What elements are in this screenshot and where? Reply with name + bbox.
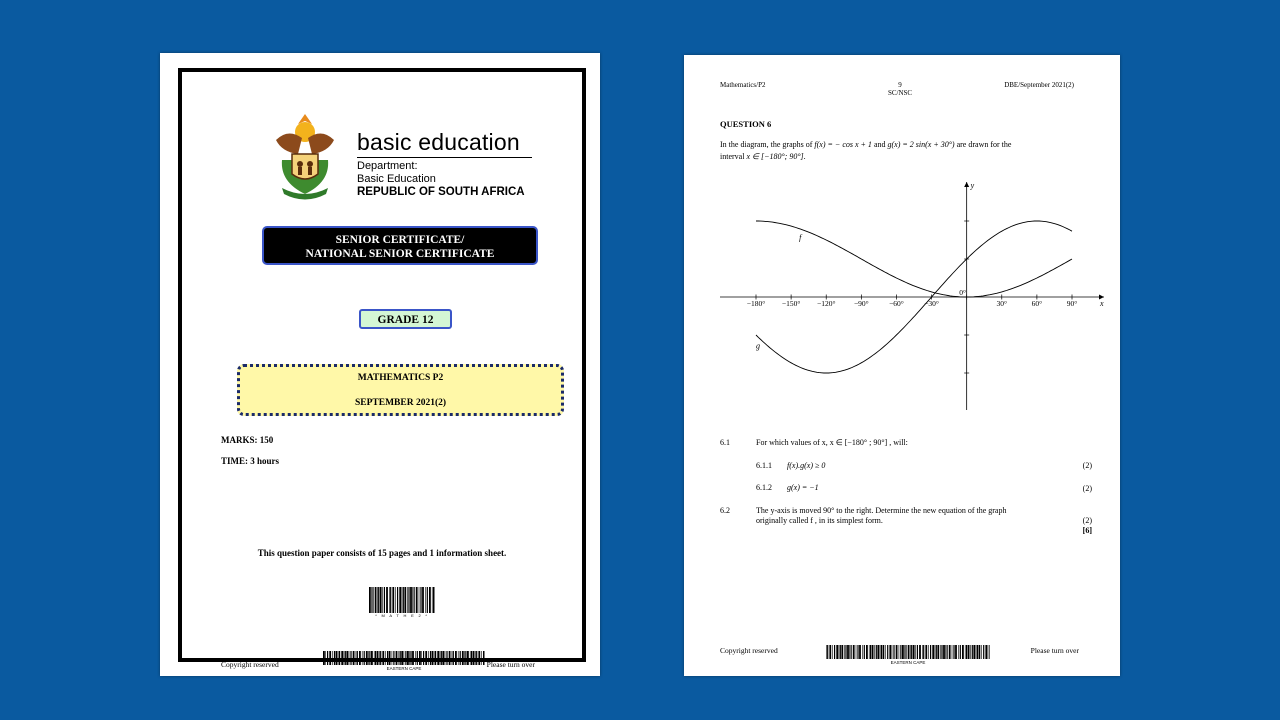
barcode-bar xyxy=(382,651,384,665)
barcode-bar xyxy=(356,651,357,665)
barcode-bar xyxy=(983,645,984,659)
barcode-bar xyxy=(393,651,394,665)
y-axis-arrow-icon xyxy=(964,182,969,187)
barcode-bar xyxy=(883,645,885,659)
barcode-bar xyxy=(404,651,405,665)
barcode-bar xyxy=(435,651,436,665)
barcode-bar xyxy=(836,645,838,659)
barcode-bar xyxy=(893,645,894,659)
barcode-bar xyxy=(422,587,424,613)
barcode-bar xyxy=(408,587,409,613)
barcode-bar xyxy=(419,651,421,665)
q612-text: g(x) = −1 xyxy=(787,483,819,492)
barcode-bar xyxy=(856,645,857,659)
barcode-bar xyxy=(876,645,877,659)
barcode-bar xyxy=(385,651,386,665)
dept-line2: Basic Education xyxy=(357,173,436,185)
subject-title: MATHEMATICS P2 xyxy=(357,373,444,383)
barcode-bar xyxy=(395,587,396,613)
barcode-bar xyxy=(377,651,379,665)
cover-footer-copyright: Copyright reserved xyxy=(221,660,279,669)
barcode-bar xyxy=(380,587,382,613)
x-tick-label: −60° xyxy=(889,299,904,308)
cover-footer-turn-over: Please turn over xyxy=(486,660,535,669)
barcode-bar xyxy=(905,645,906,659)
barcode-bar xyxy=(325,651,326,665)
barcode-bar xyxy=(403,587,404,613)
q61-text: For which values of x, x ∈ [−180° ; 90°] , will: xyxy=(756,438,908,447)
barcode-bar xyxy=(862,645,863,659)
barcode-bar xyxy=(437,651,439,665)
barcode-bar xyxy=(834,645,835,659)
barcode-bar xyxy=(327,651,328,665)
barcode-bar xyxy=(977,645,978,659)
barcode-bar xyxy=(889,645,891,659)
barcode-bar xyxy=(910,645,911,659)
header-page-block xyxy=(880,81,920,97)
barcode-bar xyxy=(881,645,882,659)
barcode-bar xyxy=(417,651,418,665)
barcode-bar xyxy=(985,645,987,659)
q612-number: 6.1.2 xyxy=(756,483,772,492)
time-label: TIME: 3 hours xyxy=(221,456,280,466)
barcode-bar xyxy=(410,587,412,613)
barcode-bar xyxy=(332,651,333,665)
y-axis-label: y xyxy=(970,181,975,190)
barcode-bar xyxy=(323,651,325,665)
barcode-bar xyxy=(357,651,358,665)
barcode-bar xyxy=(979,645,981,659)
barcode-bar xyxy=(928,645,929,659)
barcode-bar xyxy=(845,645,846,659)
barcode-bar xyxy=(441,651,442,665)
q61-number: 6.1 xyxy=(720,438,730,447)
basic-education-brand: basic education xyxy=(357,129,520,155)
barcode-bar xyxy=(369,651,370,665)
barcode-bar xyxy=(483,651,484,665)
barcode-bar xyxy=(958,645,959,659)
barcode-bar xyxy=(827,645,828,659)
barcode-bar xyxy=(864,645,865,659)
barcode-bar xyxy=(902,645,904,659)
intro-text-a: In the diagram, the graphs of xyxy=(720,140,815,149)
barcode-bar xyxy=(465,651,466,665)
series-line-f xyxy=(756,221,1072,297)
barcode-bar xyxy=(481,651,482,665)
barcode-bar xyxy=(917,645,918,659)
x-tick-label: −30° xyxy=(924,299,939,308)
barcode-bar xyxy=(412,587,413,613)
barcode-bar xyxy=(379,651,380,665)
x-tick-label: −180° xyxy=(746,299,766,308)
question-intro xyxy=(720,139,1080,163)
barcode-bar xyxy=(473,651,475,665)
header-level: SC/NSC xyxy=(887,89,913,97)
barcode-bar xyxy=(460,651,461,665)
barcode-bar xyxy=(976,645,977,659)
barcode-bar xyxy=(350,651,351,665)
barcode-bar xyxy=(896,645,898,659)
barcode-bar xyxy=(389,587,390,613)
barcode-bar xyxy=(429,587,431,613)
x-tick-label: −90° xyxy=(853,299,869,308)
barcode-bar xyxy=(329,651,331,665)
barcode-bar xyxy=(369,587,371,613)
barcode-bar xyxy=(399,651,400,665)
cover-border xyxy=(178,68,586,671)
q611-text: f(x).g(x) ≥ 0 xyxy=(787,461,826,470)
inner-barcode-text: EASTERN CAPE xyxy=(890,660,926,665)
barcode-bar xyxy=(462,651,464,665)
footer-barcode-icon xyxy=(323,651,485,665)
barcode-bar xyxy=(374,651,375,665)
cert-line1: SENIOR CERTIFICATE/ xyxy=(335,234,465,246)
barcode-bar xyxy=(839,645,840,659)
barcode-bar xyxy=(851,645,852,659)
barcode-bar xyxy=(345,651,346,665)
cert-line2: NATIONAL SENIOR CERTIFICATE xyxy=(305,248,495,260)
dept-line1: Department: xyxy=(357,160,418,172)
x-axis-label: x xyxy=(1100,299,1104,308)
barcode-bar xyxy=(397,587,398,613)
q62-text xyxy=(756,506,1006,526)
barcode-bar xyxy=(949,645,951,659)
barcode-bar xyxy=(930,645,931,659)
x-tick-label: −120° xyxy=(816,299,836,308)
barcode-bar xyxy=(409,651,410,665)
barcode-bar xyxy=(923,645,924,659)
brand-divider xyxy=(357,157,532,158)
barcode-bar xyxy=(402,587,403,613)
barcode-bar xyxy=(962,645,964,659)
barcode-bar xyxy=(432,651,434,665)
barcode-bar xyxy=(445,651,446,665)
barcode-bar xyxy=(336,651,338,665)
barcode-bar xyxy=(427,587,428,613)
barcode-bar xyxy=(334,651,335,665)
barcode-bar xyxy=(832,645,833,659)
barcode-bar xyxy=(915,645,916,659)
barcode-bar xyxy=(922,645,923,659)
barcode-bar xyxy=(425,651,427,665)
barcode-small-text: * M A T H E 2 * xyxy=(375,613,429,618)
barcode-bar xyxy=(911,645,912,659)
barcode-bar xyxy=(880,645,881,659)
barcode-bar xyxy=(353,651,355,665)
intro-text-b: and xyxy=(871,140,888,149)
q612-mark: (2) xyxy=(1082,484,1092,493)
barcode-bar xyxy=(859,645,861,659)
intro-text-d: interval xyxy=(720,152,747,161)
barcode-bar xyxy=(366,651,368,665)
x-tick-label: 90° xyxy=(1066,299,1078,308)
barcode-bar xyxy=(389,651,391,665)
barcode-bar xyxy=(887,645,888,659)
barcode-bar xyxy=(960,645,961,659)
q62-mark-block xyxy=(1083,516,1092,536)
barcode-bar xyxy=(935,645,936,659)
q62-line1: The y-axis is moved 90° to the right. Determine the new equation of the graph xyxy=(756,506,1007,515)
barcode-bar xyxy=(375,587,377,613)
grade-badge: GRADE 12 xyxy=(359,309,452,329)
barcode-bar xyxy=(972,645,973,659)
barcode-bar xyxy=(414,587,415,613)
barcode-bar xyxy=(387,651,388,665)
barcode-bar xyxy=(339,651,340,665)
q6-total: [6] xyxy=(1082,526,1092,535)
inner-footer-copyright: Copyright reserved xyxy=(720,646,778,655)
intro-text-c: are drawn for the xyxy=(954,140,1012,149)
barcode-bar xyxy=(338,651,339,665)
x-tick-label: 0° xyxy=(959,288,967,297)
barcode-bar xyxy=(425,587,426,613)
barcode-bar xyxy=(900,645,901,659)
barcode-bar xyxy=(857,645,858,659)
barcode-bar xyxy=(399,587,401,613)
x-tick-label: 60° xyxy=(1031,299,1043,308)
marks-label: MARKS: 150 xyxy=(221,435,274,445)
barcode-bar xyxy=(476,651,477,665)
inner-footer-turn-over: Please turn over xyxy=(1030,646,1079,655)
barcode-bar xyxy=(470,651,471,665)
q62-line2: originally called f , in its simplest form. xyxy=(756,516,883,525)
barcode-bar xyxy=(973,645,975,659)
graph-axes xyxy=(720,181,1104,410)
coat-of-arms-icon xyxy=(268,110,342,202)
barcode-bar xyxy=(372,587,373,613)
barcode-bar xyxy=(384,587,385,613)
header-subject: Mathematics/P2 xyxy=(720,81,766,89)
barcode-bar xyxy=(866,645,868,659)
barcode-bar xyxy=(467,651,469,665)
barcode-bar xyxy=(396,651,398,665)
footer-barcode-text: EASTERN CAPE xyxy=(386,666,422,671)
barcode-bar xyxy=(829,645,831,659)
barcode-bar xyxy=(405,651,406,665)
barcode-bar xyxy=(989,645,990,659)
barcode-bar xyxy=(932,645,934,659)
barcode-bar xyxy=(419,587,420,613)
intro-g-equation: g(x) = 2 sin(x + 30°) xyxy=(887,140,955,149)
x-tick-label: −150° xyxy=(781,299,801,308)
barcode-bar xyxy=(378,587,379,613)
q62-mark: (2) xyxy=(1082,516,1092,525)
barcode-bar xyxy=(847,645,849,659)
barcode-bar xyxy=(940,645,941,659)
barcode-bar xyxy=(471,651,472,665)
barcode-bar xyxy=(415,651,416,665)
barcode-bar xyxy=(442,651,444,665)
barcode-bar xyxy=(346,651,348,665)
certificate-banner xyxy=(262,226,538,265)
q611-number: 6.1.1 xyxy=(756,461,772,470)
barcode-bar xyxy=(412,651,414,665)
barcode-bar xyxy=(869,645,870,659)
intro-interval: x ∈ [−180°; 90°] xyxy=(746,152,804,161)
barcode-bar xyxy=(966,645,967,659)
barcode-bar xyxy=(386,587,388,613)
barcode-bar xyxy=(364,651,365,665)
barcode-bar xyxy=(392,651,393,665)
barcode-bar xyxy=(362,651,363,665)
barcode-bar xyxy=(968,645,970,659)
barcode-bar xyxy=(453,651,454,665)
department-block xyxy=(357,160,525,199)
barcode-bar xyxy=(349,651,350,665)
barcode-bar xyxy=(947,645,948,659)
q62-number: 6.2 xyxy=(720,506,730,515)
barcode-bar xyxy=(853,645,855,659)
question-page xyxy=(684,55,1120,676)
barcode-bar xyxy=(434,651,435,665)
barcode-bar xyxy=(455,651,457,665)
barcode-bar xyxy=(458,651,459,665)
barcode-bar xyxy=(410,651,411,665)
barcode-bar xyxy=(981,645,982,659)
barcode-bar xyxy=(988,645,989,659)
barcode-bar xyxy=(404,587,406,613)
x-tick-label: 30° xyxy=(996,299,1008,308)
barcode-bar xyxy=(872,645,874,659)
barcode-bar xyxy=(904,645,905,659)
barcode-bar xyxy=(936,645,937,659)
intro-text-e: . xyxy=(803,152,806,161)
cover-page xyxy=(160,53,600,676)
barcode-bar xyxy=(401,651,403,665)
barcode-bar xyxy=(440,651,441,665)
barcode-bar xyxy=(955,645,957,659)
barcode-bar xyxy=(380,651,381,665)
barcode-bar xyxy=(371,651,373,665)
barcode-bar xyxy=(849,645,850,659)
barcode-bar xyxy=(841,645,843,659)
barcode-bar xyxy=(377,587,378,613)
barcode-bar xyxy=(877,645,879,659)
series-label-g: g xyxy=(756,341,760,351)
barcode-bar xyxy=(840,645,841,659)
barcode-bar xyxy=(919,645,921,659)
barcode-bar xyxy=(430,651,431,665)
header-page-number: 9 xyxy=(898,81,902,89)
barcode-bar xyxy=(892,645,893,659)
barcode-bar xyxy=(844,645,845,659)
barcode-bar xyxy=(420,587,421,613)
barcode-bar xyxy=(965,645,966,659)
barcode-bar xyxy=(382,587,383,613)
barcode-bar xyxy=(421,651,422,665)
page-count-note: This question paper consists of 15 pages and 1 information sheet. xyxy=(257,548,507,558)
subject-box xyxy=(237,364,564,416)
barcode-bar xyxy=(478,651,480,665)
intro-f-equation: f(x) = − cos x + 1 xyxy=(814,140,872,149)
barcode-bar xyxy=(368,651,369,665)
barcode-bar xyxy=(913,645,915,659)
barcode-bar xyxy=(464,651,465,665)
barcode-bar xyxy=(416,587,418,613)
barcode-bar xyxy=(400,651,401,665)
barcode-bar xyxy=(371,587,372,613)
barcode-bar xyxy=(925,645,927,659)
barcode-bar xyxy=(874,645,875,659)
barcode-bar xyxy=(407,587,408,613)
barcode-bar xyxy=(390,587,391,613)
barcode-bar xyxy=(870,645,871,659)
barcode-bar xyxy=(392,587,394,613)
series-label-f: f xyxy=(799,233,802,243)
question-title: QUESTION 6 xyxy=(720,119,772,129)
barcode-bar xyxy=(475,651,476,665)
session-title: SEPTEMBER 2021(2) xyxy=(354,398,447,408)
barcode-bar xyxy=(899,645,900,659)
barcode-bar xyxy=(341,651,343,665)
barcode-bar xyxy=(952,645,953,659)
header-exam: DBE/September 2021(2) xyxy=(1004,81,1074,89)
barcode-bar xyxy=(452,651,453,665)
barcode-bar xyxy=(446,651,447,665)
barcode-bar xyxy=(826,645,827,659)
barcode-bar xyxy=(428,651,429,665)
barcode-bar xyxy=(937,645,939,659)
dept-line3: REPUBLIC OF SOUTH AFRICA xyxy=(357,186,525,198)
inner-footer-barcode-icon xyxy=(826,645,990,659)
function-graph xyxy=(714,178,1114,418)
barcode-bar xyxy=(908,645,910,659)
q611-mark: (2) xyxy=(1082,461,1092,470)
barcode-bar xyxy=(432,587,433,613)
barcode-bar xyxy=(344,651,345,665)
barcode-bar xyxy=(945,645,946,659)
barcode-bar xyxy=(375,651,376,665)
barcode-bar xyxy=(407,651,409,665)
barcode-bar xyxy=(359,651,361,665)
barcode-bar xyxy=(941,645,942,659)
barcode-bar xyxy=(449,651,451,665)
barcode-bar xyxy=(970,645,971,659)
barcode-bar xyxy=(953,645,954,659)
barcode-bar xyxy=(943,645,945,659)
barcode-bar xyxy=(433,587,434,613)
barcode-bar xyxy=(885,645,886,659)
barcode-bar xyxy=(423,651,424,665)
